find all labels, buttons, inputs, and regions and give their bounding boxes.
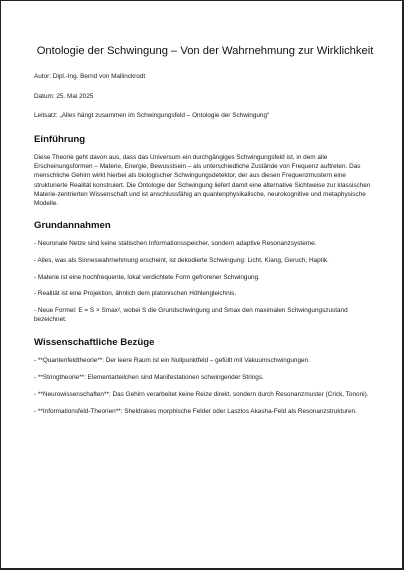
- list-item: - **Quantenfeldtheorie**: Der leere Raum ist ein Nullpunktfeld – gefüllt mit Vakuumschwingungen.: [34, 357, 310, 365]
- section-grundannahmen: [34, 220, 376, 324]
- section-einfuehrung: [34, 134, 376, 208]
- list-item: - Neuronale Netze sind keine statischen Informationsspeicher, sondern adaptive Resonanzsysteme.: [34, 240, 317, 248]
- list-item: - Neue Formel: E = S × Smax², wobei S die Grundschwingung und Smax den maximalen Schwingungszustand bezeichnet.: [34, 307, 348, 324]
- section-heading: Wissenschaftliche Bezüge: [34, 337, 155, 349]
- section-heading: Grundannahmen: [34, 220, 111, 232]
- motto-line: Leitsatz: „Alles hängt zusammen im Schwingungsfeld – Ontologie der Schwingung“: [34, 112, 270, 119]
- section-heading: Einführung: [34, 134, 86, 145]
- document-content: [34, 44, 376, 423]
- list-item: - Alles, was als Sinneswahrnehmung erscheint, ist dekodierte Schwingung: Licht, Klang, Geruch, Haptik.: [34, 256, 329, 264]
- list-item: - **Neurowissenschaften**: Das Gehirn verarbeitet keine Reize direkt, sondern durch Resonanzmuster (Crick, Tononi).: [34, 390, 369, 398]
- section-paragraph: Diese Theorie geht davon aus, dass das Universum ein durchgängiges Schwingungsfeld ist, in dem alle Erscheinungsformen – Materie, Energie, Bewusstsein – als unterschiedliche Zustände von Frequenz auftreten. Das menschliche Gehirn wirkt hierbei als biologischer Schwingungsdetektor, der aus diesen Frequenzmustern eine strukturierte Realität konstruiert. Die Ontologie der Schwingung liefert damit eine alternative Sichtweise zur klassischen Materie-zentrierten Wissenschaft und ist anschlussfähig an quantenphysikalische, neurokognitive und metaphysische Modelle.: [34, 154, 371, 208]
- list-item: - **Informationsfeld-Theorien**: Sheldrakes morphische Felder oder Laszlos Akasha-Feld als Resonanzstrukturen.: [34, 407, 357, 415]
- list-item: - **Stringtheorie**: Elementarteilchen sind Manifestationen schwingender Strings.: [34, 374, 264, 382]
- list-item: - Realität ist eine Projektion, ähnlich dem platonischen Höhlengleichnis.: [34, 290, 237, 298]
- section-wissenschaftliche-bezuege: [34, 337, 376, 415]
- document-title: Ontologie der Schwingung – Von der Wahrnehmung zur Wirklichkeit: [36, 45, 374, 57]
- author-line: Autor: Dipl.-Ing. Bernd von Mallinckrodt: [34, 73, 146, 80]
- date-line: Datum: 25. Mai 2025: [34, 92, 94, 100]
- list-item: - Materie ist eine hochfrequente, lokal verdichtete Form gefrorener Schwingung.: [34, 273, 260, 281]
